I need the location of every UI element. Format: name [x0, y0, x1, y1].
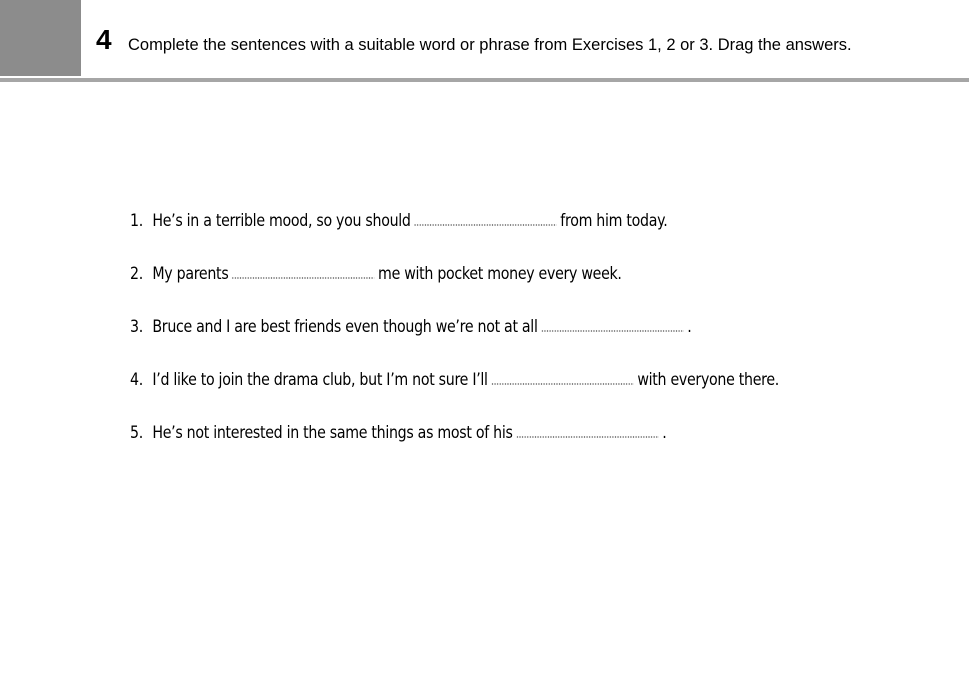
sentence-text-before: I’d like to join the drama club, but I’m not sure I’ll — [152, 370, 488, 389]
sentence-number: 1. — [130, 211, 143, 230]
sentence-text-before: Bruce and I are best friends even though we’re not at all — [152, 317, 538, 336]
sentence-item — [130, 259, 779, 312]
sentence-text-after: . — [687, 317, 692, 336]
sentence-number: 2. — [130, 264, 143, 283]
sentence-number: 5. — [130, 423, 143, 442]
sentence-list — [130, 206, 885, 471]
exercise-instruction: Complete the sentences with a suitable word or phrase from Exercises 1, 2 or 3. Drag the answers. — [128, 36, 852, 54]
sentence-item — [130, 206, 779, 259]
sentence-text-after: from him today. — [560, 211, 668, 230]
answer-drop-zone[interactable] — [232, 265, 375, 279]
answer-drop-zone[interactable] — [491, 371, 634, 385]
header-accent-block — [0, 0, 81, 76]
sentence-item — [130, 365, 779, 418]
answer-drop-zone[interactable] — [516, 424, 659, 438]
sentence-text-before: He’s in a terrible mood, so you should — [152, 211, 411, 230]
sentence-item — [130, 418, 779, 471]
sentence-text-before: He’s not interested in the same things as most of his — [152, 423, 513, 442]
sentence-text-after: . — [662, 423, 667, 442]
sentence-text-after: with everyone there. — [637, 370, 780, 389]
exercise-number: 4 — [96, 24, 112, 55]
answer-drop-zone[interactable] — [414, 212, 557, 226]
sentence-item — [130, 312, 779, 365]
header-divider — [0, 78, 969, 82]
sentence-number: 4. — [130, 370, 143, 389]
sentence-text-after: me with pocket money every week. — [378, 264, 622, 283]
sentence-text-before: My parents — [152, 264, 229, 283]
answer-drop-zone[interactable] — [541, 318, 684, 332]
sentence-number: 3. — [130, 317, 143, 336]
exercise-header — [0, 0, 969, 78]
